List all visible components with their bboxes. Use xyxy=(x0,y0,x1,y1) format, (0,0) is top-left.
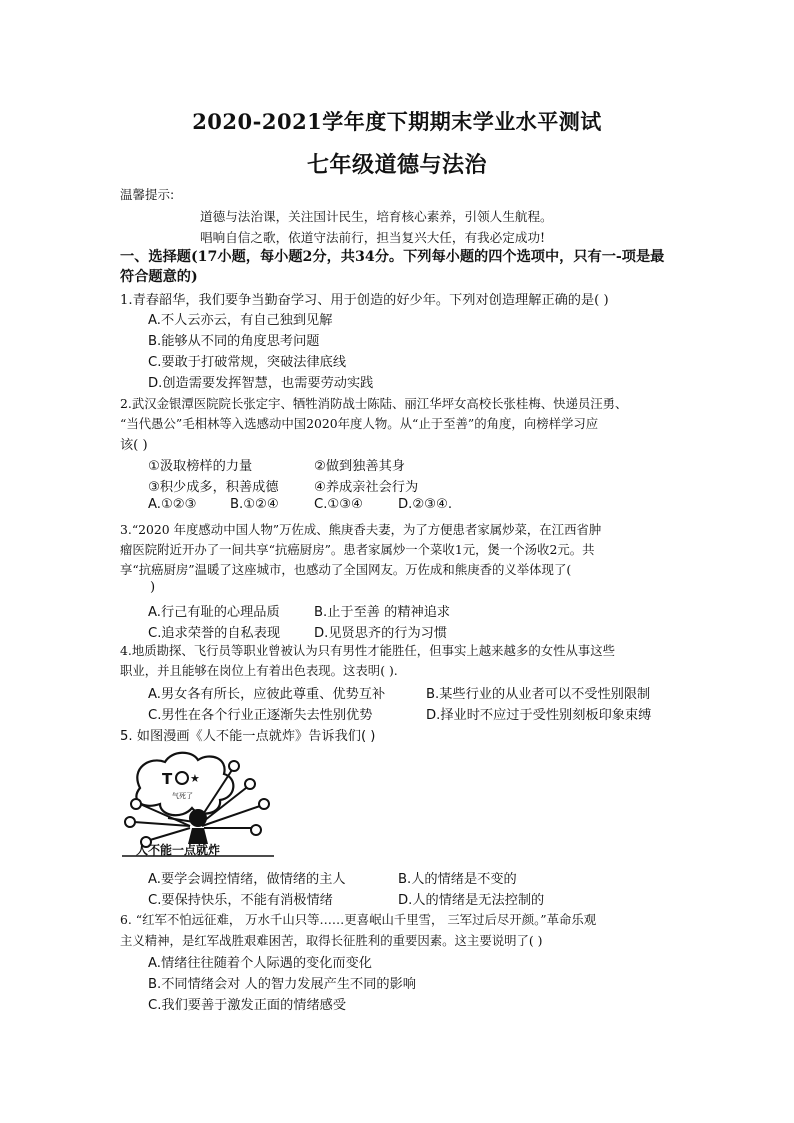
q2-option-b: B.①②④ xyxy=(230,497,279,512)
q1-option-c: C.要敢于打破常规，突破法律底线 xyxy=(148,355,347,370)
q2-option-c: C.①③④ xyxy=(314,497,363,512)
tips-line-1: 道德与法治课，关注国计民生，培育核心素养，引领人生航程。 xyxy=(200,209,553,224)
q3-option-c: C.追求荣誉的自私表现 xyxy=(148,626,281,641)
q3-stem-line-3: 享“抗癌厨房”温暖了这座城市，也感动了全国网友。万佐成和熊庚香的义举体现了( xyxy=(120,562,572,577)
q6-option-c: C.我们要善于激发正面的情绪感受 xyxy=(148,998,347,1013)
q3-option-d: D.见贤思齐的行为习惯 xyxy=(314,626,448,641)
q4-option-b: B.某些行业的从业者可以不受性别限制 xyxy=(426,687,651,702)
svg-text:★: ★ xyxy=(190,772,200,785)
q6-stem-line-2: 主义精神，是红军战胜艰难困苦，取得长征胜利的重要因素。这主要说明了( ) xyxy=(120,933,543,948)
q2-item-4: ④养成亲社会行为 xyxy=(314,480,419,495)
svg-text:T: T xyxy=(162,770,173,788)
section-heading-line-1: 一、选择题(17小题，每小题2分，共34分。下列每小题的四个选项中，只有一-项是最 xyxy=(120,249,665,265)
q2-item-3: ③积少成多，积善成德 xyxy=(148,480,279,495)
section-heading-line-2: 符合题意的) xyxy=(120,269,198,285)
cartoon-illustration xyxy=(120,748,276,860)
q2-stem-line-2: “当代愚公”毛相林等入选感动中国2020年度人物。从“止于至善”的角度，向榜样学习应 xyxy=(120,416,599,431)
q2-item-2: ②做到独善其身 xyxy=(314,459,405,474)
q2-option-a: A.①②③ xyxy=(148,497,197,512)
q2-item-1: ①汲取榜样的力量 xyxy=(148,459,253,474)
q4-option-a: A.男女各有所长，应彼此尊重、优势互补 xyxy=(148,687,386,702)
q2-stem-line-1: 2.武汉金银潭医院院长张定宇、牺牲消防战士陈陆、丽江华坪女高校长张桂梅、快递员汪勇、 xyxy=(120,396,628,411)
q1-option-a: A.不人云亦云，有自己独到见解 xyxy=(148,313,333,328)
q1-option-b: B.能够从不同的角度思考问题 xyxy=(148,334,320,349)
q6-option-a: A.情绪往往随着个人际遇的变化而变化 xyxy=(148,956,372,971)
q3-option-a: A.行己有耻的心理品质 xyxy=(148,605,280,620)
q6-option-b: B.不同情绪会对 人的智力发展产生不同的影响 xyxy=(148,977,416,992)
q1-option-d: D.创造需要发挥智慧，也需要劳动实践 xyxy=(148,376,374,391)
q4-option-c: C.男性在各个行业正逐渐失去性别优势 xyxy=(148,708,373,723)
q2-stem-line-3: 该( ) xyxy=(120,438,148,453)
q5-option-c: C.要保持快乐，不能有消极情绪 xyxy=(148,893,333,908)
q3-stem-line-4: ) xyxy=(150,580,156,595)
q4-option-d: D.择业时不应过于受性别刻板印象束缚 xyxy=(426,708,652,723)
exam-subject: 七年级道德与法治 xyxy=(306,152,487,178)
q5-option-a: A.要学会调控情绪，做情绪的主人 xyxy=(148,872,346,887)
q3-option-b: B.止于至善 的精神追求 xyxy=(314,605,451,620)
exam-title: 2020-2021学年度下期期末学业水平测试 xyxy=(192,109,602,134)
cartoon-bubble-text: 气死了 xyxy=(172,792,193,800)
q2-option-d: D.②③④. xyxy=(398,497,453,512)
cartoon-caption: 人不能一点就炸 xyxy=(136,843,221,857)
q3-stem-line-1: 3.“2020 年度感动中国人物”万佐成、熊庚香夫妻，为了方便患者家属炒菜，在江西省肿 xyxy=(120,522,602,537)
q4-stem-line-1: 4.地质勘探、飞行员等职业曾被认为只有男性才能胜任，但事实上越来越多的女性从事这些 xyxy=(120,643,616,658)
q5-option-d: D.人的情绪是无法控制的 xyxy=(398,893,545,908)
q4-stem-line-2: 职业，并且能够在岗位上有着出色表现。这表明( ). xyxy=(120,663,398,678)
tips-label: 温馨提示: xyxy=(120,187,175,202)
q3-stem-line-2: 瘤医院附近开办了一间共享“抗癌厨房”。患者家属炒一个菜收1元，煲一个汤收2元。共 xyxy=(120,542,595,557)
q5-stem: 5. 如图漫画《人不能一点就炸》告诉我们( ) xyxy=(120,729,376,744)
tips-line-2: 唱响自信之歌，依道守法前行，担当复兴大任，有我必定成功! xyxy=(200,230,546,245)
q6-stem-line-1: 6. “红军不怕远征难， 万水千山只等……更喜岷山千里雪， 三军过后尽开颜。”革命乐观 xyxy=(120,912,597,927)
q5-option-b: B.人的情绪是不变的 xyxy=(398,872,517,887)
q1-stem: 1.青春韶华，我们要争当勤奋学习、用于创造的好少年。下列对创造理解正确的是( ) xyxy=(120,293,609,308)
